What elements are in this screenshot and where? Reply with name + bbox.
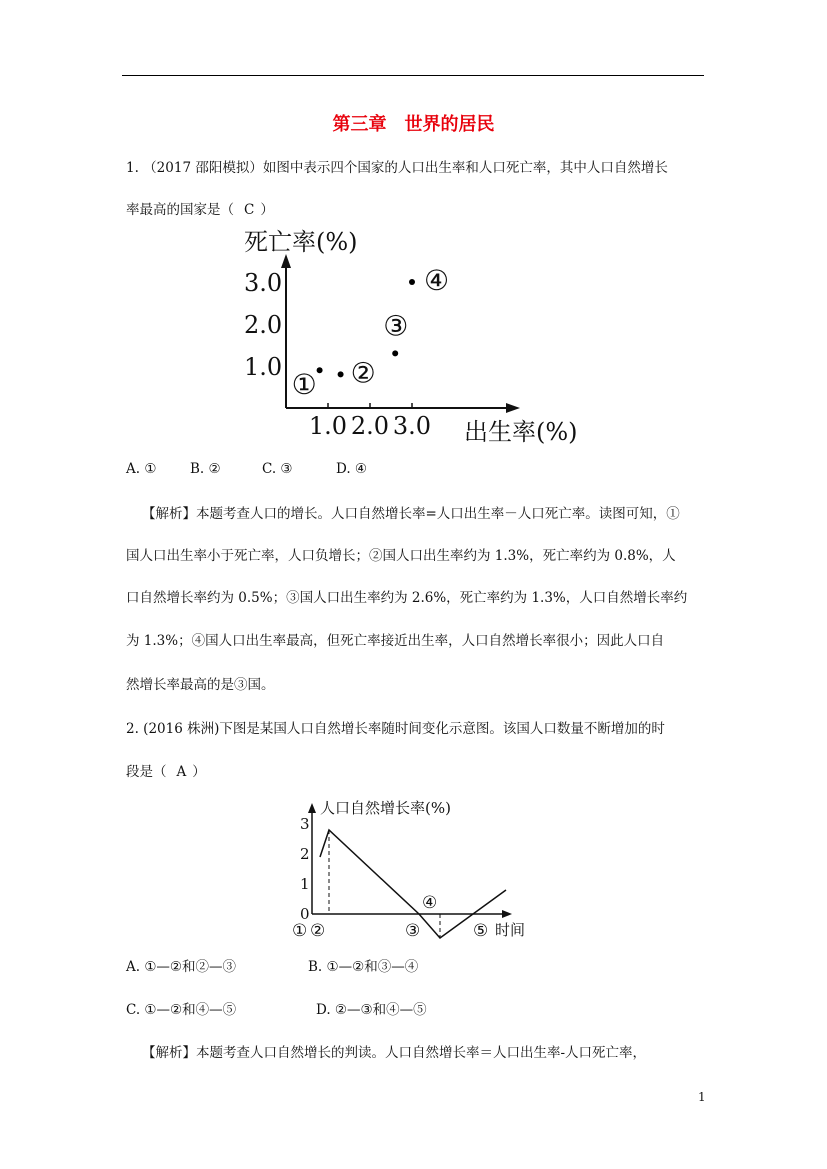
q1-line1: 1. （2017 邵阳模拟）如图中表示四个国家的人口出生率和人口死亡率，其中人口自然增长 bbox=[126, 160, 668, 176]
y-axis-title: 人口自然增长率(%) bbox=[320, 799, 451, 817]
q1-option-b: B. ② bbox=[190, 461, 221, 477]
q2-options-row1 bbox=[126, 957, 418, 977]
q1-analysis-5: 然增长率最高的是③国。 bbox=[126, 677, 275, 693]
data-point bbox=[409, 279, 415, 285]
y-axis-arrow bbox=[281, 254, 291, 268]
time-marker: ④ bbox=[422, 893, 438, 913]
q1-line2 bbox=[126, 200, 274, 220]
time-marker: ⑤ bbox=[473, 921, 489, 941]
x-axis-title: 出生率(%) bbox=[464, 418, 578, 446]
y-tick-label: 0 bbox=[300, 905, 310, 923]
q1-analysis-1: 【解析】本题考查人口的增长。人口自然增长率=人口出生率－人口死亡率。读图可知，① bbox=[142, 506, 680, 522]
data-point bbox=[392, 350, 398, 356]
y-tick-label: 2 bbox=[300, 845, 310, 863]
q2-option-b: B. ①—②和③—④ bbox=[308, 959, 419, 975]
point-label: ④ bbox=[424, 264, 450, 297]
q1-prefix: 率最高的国家是（ bbox=[126, 202, 234, 218]
q1-suffix: ） bbox=[260, 202, 274, 218]
data-point bbox=[317, 367, 323, 373]
time-marker: ① bbox=[292, 921, 308, 941]
x-tick-label: 3.0 bbox=[392, 412, 432, 440]
q2-analysis: 【解析】本题考查人口自然增长的判读。人口自然增长率＝人口出生率-人口死亡率， bbox=[142, 1045, 647, 1061]
chapter-title bbox=[0, 110, 827, 136]
y-tick-label: 1.0 bbox=[244, 353, 283, 381]
q1-option-d: D. ④ bbox=[336, 461, 368, 477]
header-rule bbox=[122, 75, 704, 76]
q1-option-c: C. ③ bbox=[262, 461, 293, 477]
y-axis-arrow bbox=[308, 803, 316, 813]
q1-analysis-2: 国人口出生率小于死亡率，人口负增长；②国人口出生率约为 1.3%，死亡率约为 0.8%，人 bbox=[126, 548, 676, 564]
q2-option-c: C. ①—②和④—⑤ bbox=[126, 1002, 237, 1018]
q2-options-row2 bbox=[126, 1000, 427, 1020]
q2-prefix: 段是（ bbox=[126, 764, 167, 780]
q2-option-d: D. ②—③和④—⑤ bbox=[316, 1002, 427, 1018]
time-marker: ③ bbox=[405, 921, 421, 941]
y-tick-label: 3.0 bbox=[244, 269, 283, 297]
y-tick-label: 2.0 bbox=[244, 311, 283, 339]
page-number: 1 bbox=[698, 1090, 706, 1104]
q1-analysis-3: 口自然增长率约为 0.5%；③国人口出生率约为 2.6%，死亡率约为 1.3%，人口自然增长率约 bbox=[126, 590, 688, 606]
q1-analysis-4: 为 1.3%；④国人口出生率最高，但死亡率接近出生率，人口自然增长率很小；因此人口自 bbox=[126, 633, 665, 649]
x-axis-arrow bbox=[506, 403, 520, 413]
q1-options bbox=[126, 459, 367, 479]
q2-suffix: ） bbox=[192, 764, 206, 780]
scatter-chart bbox=[230, 222, 600, 450]
y-axis-title: 死亡率(%) bbox=[244, 228, 358, 256]
point-label: ③ bbox=[383, 309, 409, 343]
y-tick-label: 3 bbox=[300, 815, 310, 833]
chapter-number: 第三章 bbox=[332, 114, 387, 135]
q1-option-a: A. ① bbox=[126, 461, 157, 477]
y-tick-label: 1 bbox=[300, 875, 310, 893]
x-tick-label: 2.0 bbox=[350, 412, 390, 440]
data-point bbox=[338, 371, 344, 377]
point-label: ① bbox=[291, 368, 317, 402]
x-axis-arrow bbox=[502, 910, 512, 918]
q2-option-a: A. ①—②和②—③ bbox=[126, 959, 237, 975]
line-chart bbox=[290, 795, 540, 945]
chapter-name: 世界的居民 bbox=[404, 114, 495, 135]
point-label: ② bbox=[350, 356, 376, 390]
x-axis-title: 时间 bbox=[495, 921, 526, 939]
q2-line2 bbox=[126, 762, 206, 782]
time-marker: ② bbox=[310, 921, 326, 941]
x-tick-label: 1.0 bbox=[308, 412, 348, 440]
q1-answer: C bbox=[244, 202, 255, 218]
q2-answer: A bbox=[176, 764, 187, 780]
q2-line1: 2. (2016 株洲)下图是某国人口自然增长率随时间变化示意图。该国人口数量不断增加的时 bbox=[126, 721, 665, 737]
